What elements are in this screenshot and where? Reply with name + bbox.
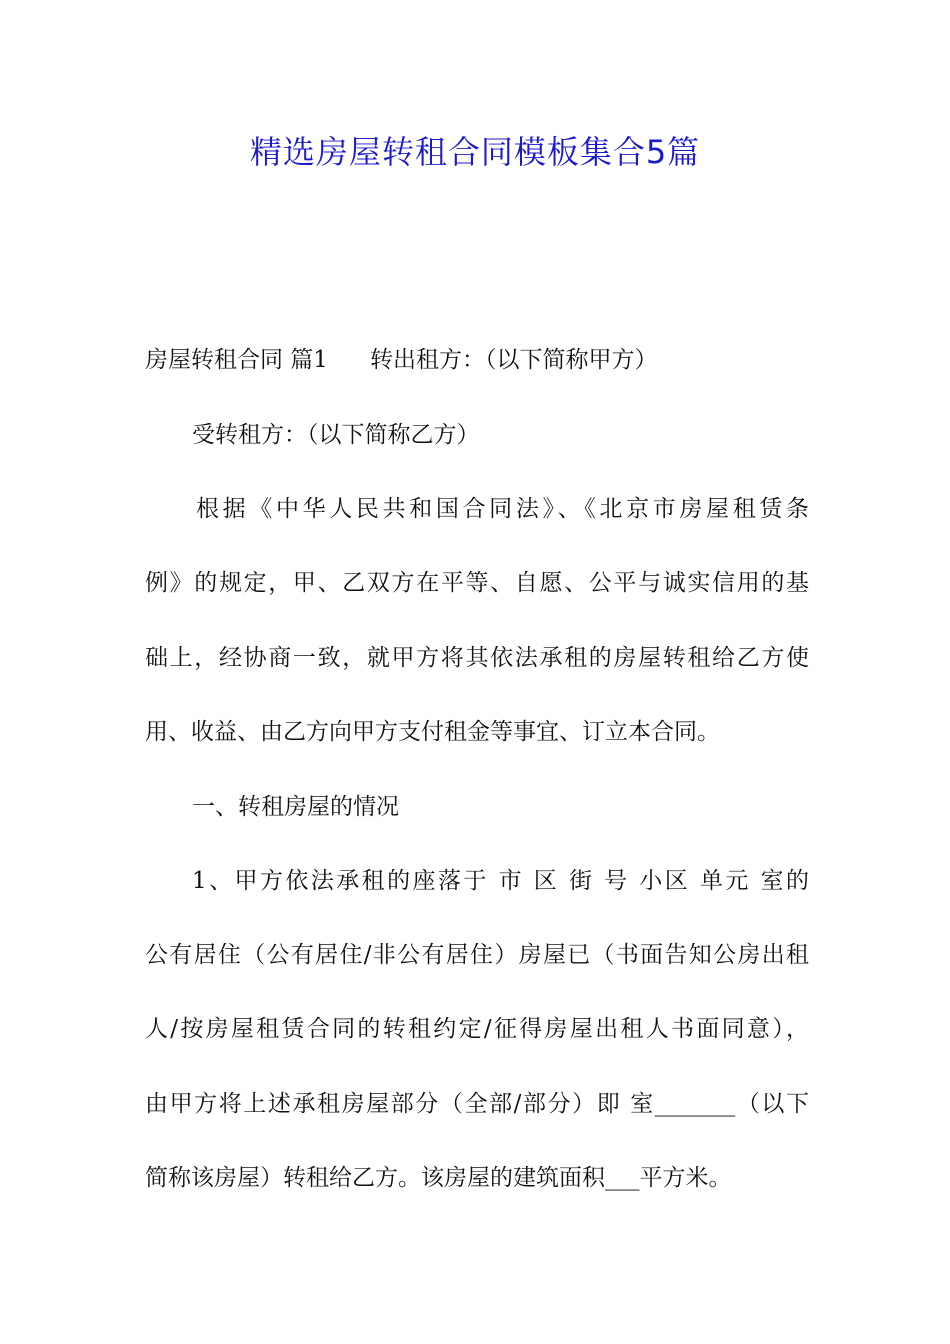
paragraph-line: 础上，经协商一致，就甲方将其依法承租的房屋转租给乙方使 <box>145 645 809 671</box>
paragraph-line: 用、收益、由乙方向甲方支付租金等事宜、订立本合同。 <box>145 719 720 745</box>
paragraph-line: 公有居住（公有居住/非公有居住）房屋已（书面告知公房出租 <box>145 942 809 968</box>
paragraph-line: 人/按房屋租赁合同的转租约定/征得房屋出租人书面同意）， <box>145 1016 809 1042</box>
contract-label: 房屋转租合同 篇1 <box>145 347 328 373</box>
paragraph-line: 根据《中华人民共和国合同法》、《北京市房屋租赁条 <box>196 496 809 522</box>
section-heading: 一、转租房屋的情况 <box>192 794 399 820</box>
lessee-line: 受转租方：（以下简称乙方） <box>192 422 480 448</box>
contract-heading-line <box>145 343 809 377</box>
lessor-label: 转出租方：（以下简称甲方） <box>369 347 658 373</box>
document-title: 精选房屋转租合同模板集合5篇 <box>249 133 701 171</box>
paragraph-line: 简称该房屋）转租给乙方。该房屋的建筑面积___平方米。 <box>145 1165 732 1191</box>
paragraph-line: 例》的规定，甲、乙双方在平等、自愿、公平与诚实信用的基 <box>145 570 809 596</box>
paragraph-line: 1、甲方依法承租的座落于 市 区 街 号 小区 单元 室的 <box>192 868 809 894</box>
paragraph-line: 由甲方将上述承租房屋部分（全部/部分）即 室_______（以下 <box>145 1091 809 1117</box>
